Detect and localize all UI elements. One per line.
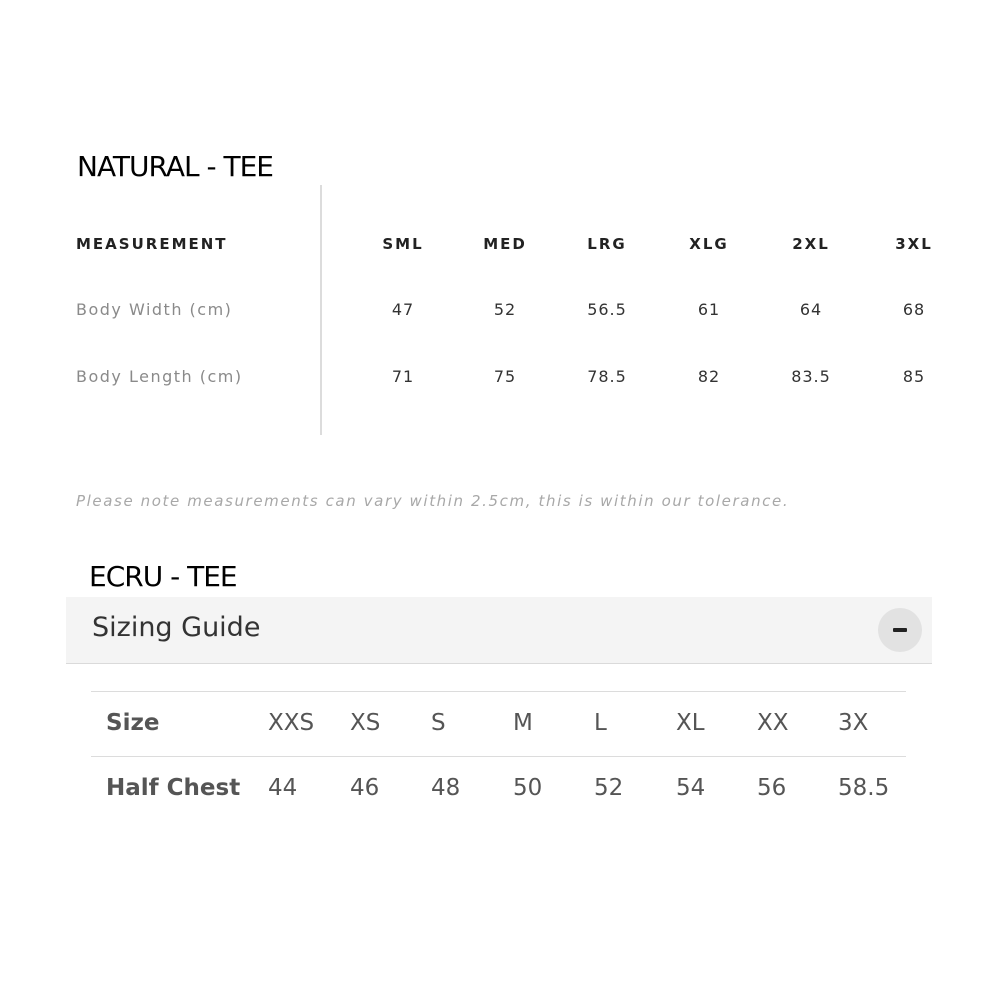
table-cell: 44: [268, 775, 298, 801]
measurement-header: MEASUREMENT: [76, 235, 228, 253]
size-header-3xl: 3XL: [895, 235, 933, 253]
row-label-body-width: Body Width (cm): [76, 300, 233, 319]
tolerance-note: Please note measurements can vary within 2.5cm, this is within our tolerance.: [76, 492, 790, 510]
sizing-guide-accordion[interactable]: [66, 597, 932, 664]
table-cell: 50: [513, 775, 543, 801]
collapse-button[interactable]: [878, 608, 922, 652]
table-cell: 82: [697, 367, 721, 386]
size-header-l: L: [594, 710, 607, 736]
table-cell: 64: [799, 300, 823, 319]
table-cell: 47: [391, 300, 415, 319]
table-cell: 75: [493, 367, 517, 386]
size-header-m: M: [513, 710, 533, 736]
size-header-sml: SML: [382, 235, 424, 253]
size-header-xx: XX: [757, 710, 789, 736]
size-header-xlg: XLG: [689, 235, 729, 253]
size-header-lrg: LRG: [587, 235, 627, 253]
row-label-body-length: Body Length (cm): [76, 367, 243, 386]
table-cell: 83.5: [791, 367, 831, 386]
table-divider: [91, 691, 906, 692]
row-label-half-chest: Half Chest: [106, 775, 241, 801]
table-cell: 56.5: [587, 300, 627, 319]
minus-icon: [893, 628, 907, 632]
size-header: Size: [106, 710, 160, 736]
size-header-med: MED: [483, 235, 527, 253]
natural-tee-title: NATURAL - TEE: [77, 150, 273, 183]
size-header-s: S: [431, 710, 446, 736]
table-divider: [91, 756, 906, 757]
size-header-xl: XL: [676, 710, 705, 736]
table-cell: 68: [902, 300, 926, 319]
table-cell: 61: [697, 300, 721, 319]
table-cell: 78.5: [587, 367, 627, 386]
ecru-tee-title: ECRU - TEE: [89, 560, 237, 593]
size-header-2xl: 2XL: [792, 235, 830, 253]
table-cell: 71: [391, 367, 415, 386]
size-header-3x: 3X: [838, 710, 869, 736]
table-divider: [320, 185, 322, 435]
table-cell: 85: [902, 367, 926, 386]
table-cell: 52: [493, 300, 517, 319]
size-header-xxs: XXS: [268, 710, 315, 736]
table-cell: 54: [676, 775, 706, 801]
table-cell: 48: [431, 775, 461, 801]
size-header-xs: XS: [350, 710, 381, 736]
table-cell: 52: [594, 775, 624, 801]
table-cell: 56: [757, 775, 787, 801]
accordion-title: Sizing Guide: [92, 612, 261, 643]
table-cell: 46: [350, 775, 380, 801]
table-cell: 58.5: [838, 775, 890, 801]
